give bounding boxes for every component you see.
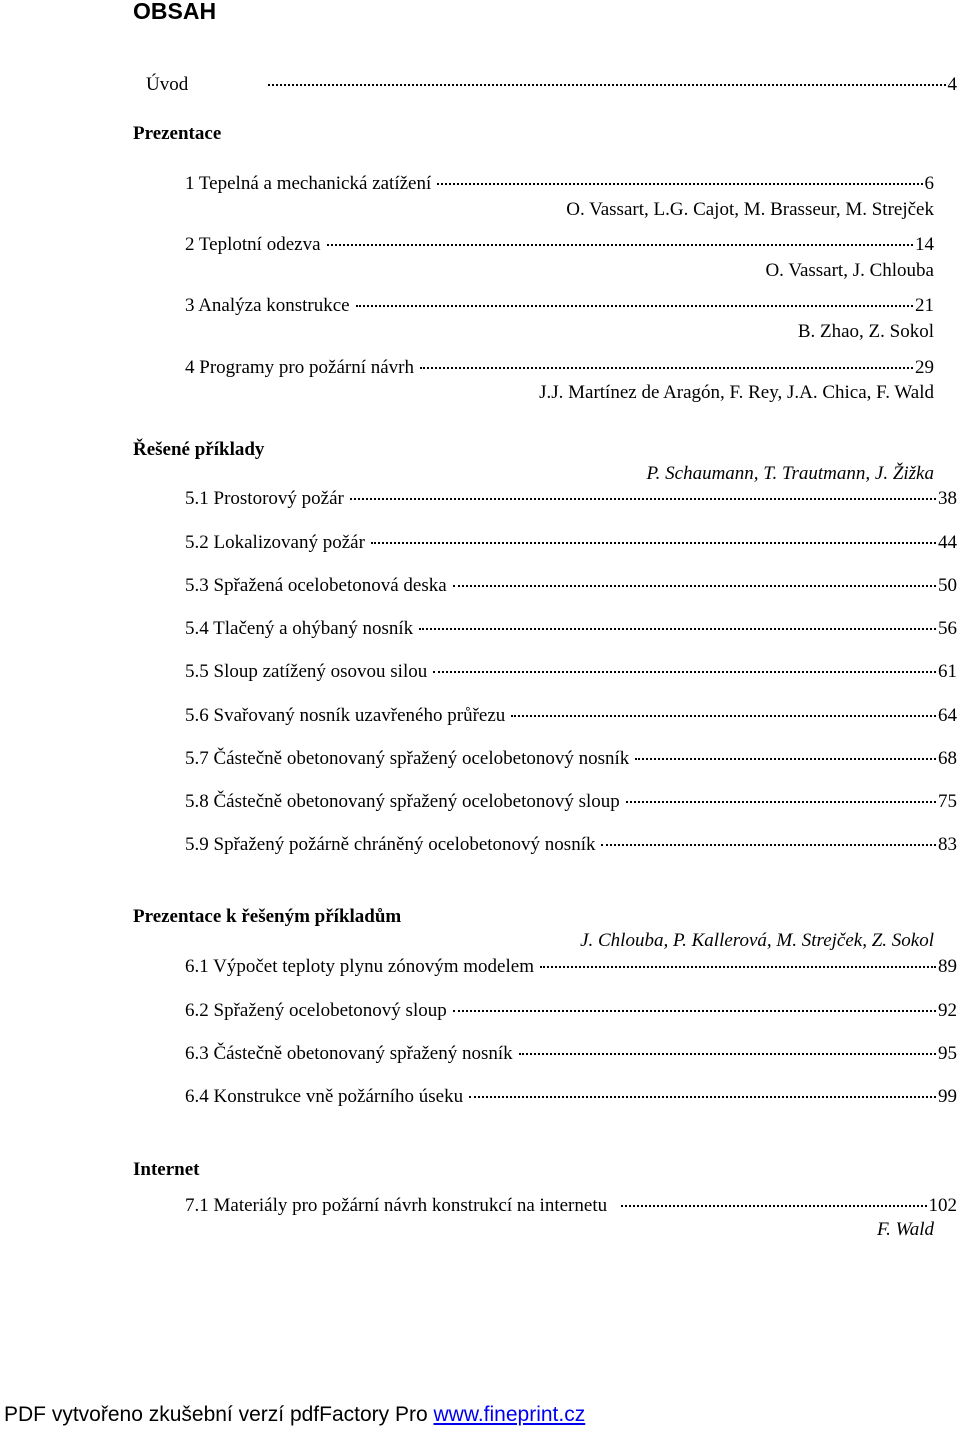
toc-entry[interactable] [185, 576, 957, 595]
toc-page-number: 75 [938, 791, 957, 812]
toc-page-number: 95 [938, 1043, 957, 1064]
toc-entry-label: 5.1 Prostorový požár [185, 488, 344, 509]
toc-entry-label: 5.7 Částečně obetonovaný spřažený ocelobetonový nosník [185, 748, 630, 769]
section-heading-prezentace: Prezentace [133, 123, 222, 144]
dot-leader [511, 715, 936, 717]
toc-entry[interactable] [185, 792, 957, 811]
toc-entry[interactable] [185, 1044, 957, 1063]
toc-entry-label: 3 Analýza konstrukce [185, 295, 350, 316]
toc-entry-authors: B. Zhao, Z. Sokol [797, 321, 934, 342]
toc-entry[interactable] [185, 749, 957, 768]
toc-page-number: 44 [938, 532, 957, 553]
toc-page-number: 99 [938, 1086, 957, 1107]
toc-entry-uvod[interactable] [146, 75, 957, 94]
section-heading-prezentace-k-resenym: Prezentace k řešeným příkladům [133, 906, 402, 927]
footer-text: PDF vytvořeno zkušební verzí pdfFactory Pro [4, 1403, 434, 1426]
dot-leader [419, 628, 936, 630]
dot-leader [469, 1096, 936, 1098]
toc-page-number: 56 [938, 618, 957, 639]
dot-leader [601, 844, 936, 846]
toc-entry[interactable] [185, 358, 934, 377]
dot-leader [356, 305, 913, 307]
toc-page-number: 21 [915, 295, 934, 316]
toc-entry-label: 5.4 Tlačený a ohýbaný nosník [185, 618, 414, 639]
toc-entry-label: 6.4 Konstrukce vně požárního úseku [185, 1086, 464, 1107]
toc-entry[interactable] [185, 296, 934, 315]
toc-page-number: 89 [938, 956, 957, 977]
toc-entry-label: 1 Tepelná a mechanická zatížení [185, 173, 432, 194]
toc-entry[interactable] [185, 706, 957, 725]
dot-leader [626, 801, 936, 803]
pdf-watermark-footer [4, 1404, 585, 1425]
dot-leader [420, 367, 913, 369]
toc-entry-label: 5.5 Sloup zatížený osovou silou [185, 661, 428, 682]
section-heading-internet: Internet [133, 1159, 200, 1180]
toc-page-number: 83 [938, 834, 957, 855]
toc-entry-label: Úvod [146, 74, 189, 95]
dot-leader [433, 671, 936, 673]
toc-entry-label: 5.9 Spřažený požárně chráněný ocelobetonový nosník [185, 834, 596, 855]
toc-entry-authors: O. Vassart, L.G. Cajot, M. Brasseur, M. Strejček [566, 199, 934, 220]
toc-entry[interactable] [185, 533, 957, 552]
toc-entry-label: 6.3 Částečně obetonovaný spřažený nosník [185, 1043, 513, 1064]
toc-entry-label: 5.6 Svařovaný nosník uzavřeného průřezu [185, 705, 506, 726]
toc-page-number: 50 [938, 575, 957, 596]
dot-leader [327, 244, 913, 246]
toc-page-number: 4 [947, 74, 957, 95]
toc-entry[interactable] [185, 957, 957, 976]
dot-leader [453, 585, 936, 587]
dot-leader [453, 1010, 936, 1012]
section-heading-resene-priklady: Řešené příklady [133, 439, 265, 460]
toc-entry[interactable] [185, 1001, 957, 1020]
toc-entry[interactable] [185, 174, 934, 193]
dot-leader [350, 498, 936, 500]
toc-entry-label: 5.8 Částečně obetonovaný spřažený ocelobetonový sloup [185, 791, 620, 812]
toc-page-number: 68 [938, 748, 957, 769]
toc-entry-label: 6.1 Výpočet teploty plynu zónovým modelem [185, 956, 534, 977]
toc-page-number: 61 [938, 661, 957, 682]
dot-leader [540, 966, 936, 968]
dot-leader [371, 542, 936, 544]
dot-leader [268, 84, 945, 86]
toc-entry[interactable] [185, 619, 957, 638]
toc-page-number: 64 [938, 705, 957, 726]
section-authors: P. Schaumann, T. Trautmann, J. Žižka [646, 463, 934, 484]
toc-entry[interactable] [185, 489, 957, 508]
page-title: OBSAH [133, 0, 217, 24]
toc-page-number: 92 [938, 1000, 957, 1021]
dot-leader [519, 1053, 936, 1055]
section-authors: J. Chlouba, P. Kallerová, M. Strejček, Z. Sokol [580, 930, 934, 951]
toc-entry[interactable] [185, 235, 934, 254]
dot-leader [635, 758, 936, 760]
toc-page-number: 6 [924, 173, 934, 194]
toc-page-number: 38 [938, 488, 957, 509]
toc-entry-authors: O. Vassart, J. Chlouba [765, 260, 934, 281]
dot-leader [437, 183, 922, 185]
toc-entry[interactable] [185, 835, 957, 854]
footer-link[interactable]: www.fineprint.cz [433, 1403, 586, 1426]
toc-entry[interactable] [185, 1196, 957, 1215]
toc-entry-label: 5.2 Lokalizovaný požár [185, 532, 365, 553]
toc-entry-authors: F. Wald [876, 1219, 934, 1240]
toc-page-number: 29 [915, 357, 934, 378]
toc-entry[interactable] [185, 1087, 957, 1106]
toc-page-number: 14 [915, 234, 934, 255]
toc-entry[interactable] [185, 662, 957, 681]
toc-entry-label: 7.1 Materiály pro požární návrh konstrukcí na internetu [185, 1195, 608, 1216]
dot-leader [621, 1205, 926, 1207]
toc-entry-label: 4 Programy pro požární návrh [185, 357, 414, 378]
toc-entry-label: 5.3 Spřažená ocelobetonová deska [185, 575, 447, 596]
toc-page-number: 102 [928, 1195, 957, 1216]
toc-entry-label: 2 Teplotní odezva [185, 234, 321, 255]
toc-entry-authors: J.J. Martínez de Aragón, F. Rey, J.A. Chica, F. Wald [539, 382, 934, 403]
toc-entry-label: 6.2 Spřažený ocelobetonový sloup [185, 1000, 447, 1021]
